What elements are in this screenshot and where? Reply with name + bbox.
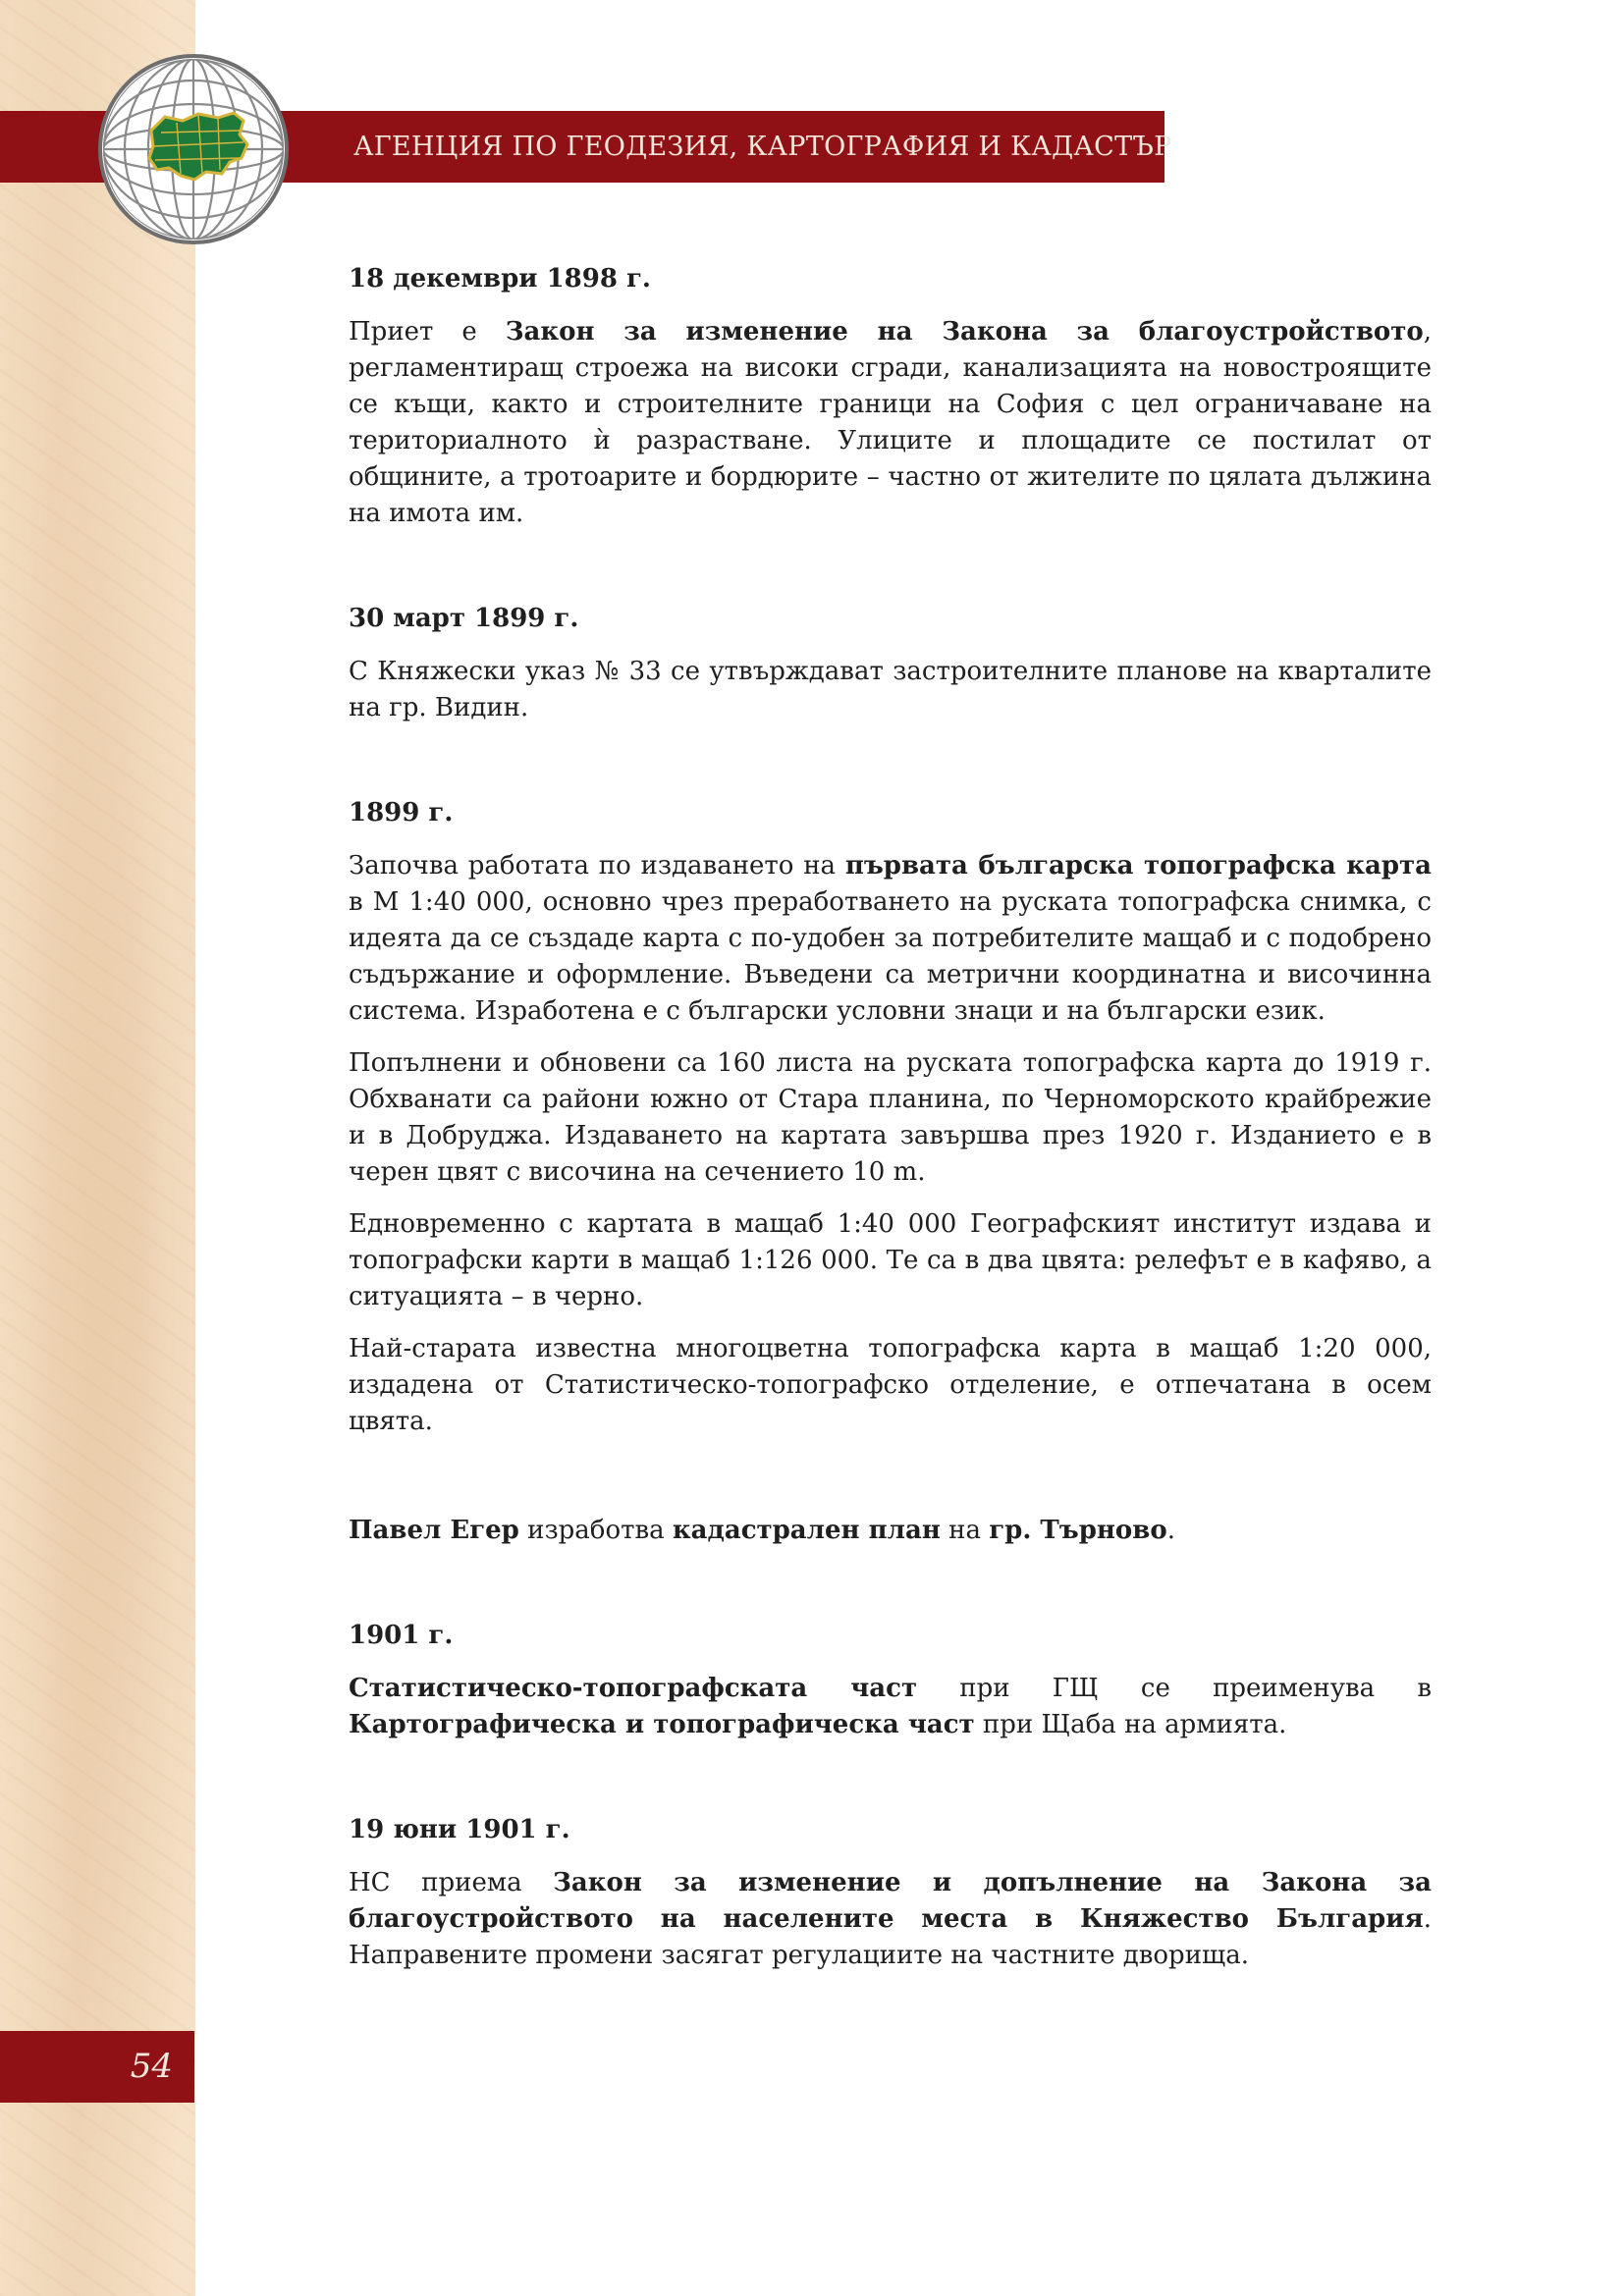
text-run: Попълнени и обновени са 160 листа на руската топографска карта до 1919 г. Обхванати са райони южно от Стара планина, по Черноморското крайбрежие и в Добруджа. Издаването на картата завършва през 1920 г. Изданието е в черен цвят с височина на сечението 10 m. (349, 1048, 1432, 1187)
entry-1898-12-18 (349, 261, 1432, 532)
entry-paragraph (349, 1331, 1432, 1440)
page-number: 54 (130, 2047, 173, 2086)
entry-1899-03-30 (349, 601, 1432, 726)
entry-1901-06-19 (349, 1812, 1432, 1974)
text-run: Приет е (349, 317, 506, 347)
text-run: , регламентиращ строежа на високи сгради, канализацията на новостроящите се къщи, както и строителните граници на София с цел ограничаване на териториалното ѝ разрастване. Улиците и площадите се постилат от общините, а тротоарите и бордюрите – частно от жителите по цялата дължина на имота им. (349, 317, 1432, 528)
entry-paragraph (349, 654, 1432, 726)
text-run: изработва (518, 1516, 673, 1545)
text-run: Започва работата по издаването на (349, 851, 845, 881)
text-run: НС приема (349, 1868, 554, 1897)
entry-eger-cadastral-plan (349, 1513, 1432, 1549)
entry-date: 30 март 1899 г. (349, 604, 579, 633)
entry-date: 1901 г. (349, 1621, 454, 1650)
text-run: Едновременно с картата в мащаб 1:40 000 Географският институт издава и топографски карти в мащаб 1:126 000. Те са в два цвята: релефът е в кафяво, а ситуацията – в черно. (349, 1209, 1432, 1311)
entry-paragraph (349, 848, 1432, 1030)
text-run: при Щаба на армията. (974, 1710, 1287, 1739)
text-run-bold: Статистическо-топографската част (349, 1674, 918, 1703)
entry-date: 18 декември 1898 г. (349, 264, 651, 294)
globe-bulgaria-map-icon (96, 52, 291, 246)
text-run: . (1166, 1516, 1175, 1545)
entry-date: 19 юни 1901 г. (349, 1815, 570, 1844)
text-run-bold: първата българска топографска карта (844, 851, 1433, 881)
entry-1901 (349, 1618, 1432, 1743)
entry-date: 1899 г. (349, 798, 454, 828)
text-run: С Княжески указ № 33 се утвърждават застроителните планове на кварталите на гр. Видин. (349, 657, 1432, 722)
decorative-side-band (0, 0, 195, 2296)
text-run: в М 1:40 000, основно чрез преработването на руската топографска снимка, с идеята да се създаде карта с по-удобен за потребителите мащаб и с подобрено съдържание и оформление. Въведени са метрични координатна и височинна система. Изработена е с български условни знаци и на български език. (349, 887, 1432, 1026)
document-body (349, 261, 1432, 1990)
text-run-bold: кадастрален план (672, 1516, 941, 1545)
text-run-bold: Картографическа и топографическа част (349, 1710, 975, 1739)
text-run-bold: Закон за изменение и допълнение на Закона за благоустройството на населените места в Княжество България (349, 1868, 1432, 1934)
header-title: АГЕНЦИЯ ПО ГЕОДЕЗИЯ, КАРТОГРАФИЯ И КАДАСТЪР (353, 132, 1172, 162)
entry-paragraph (349, 1513, 1432, 1549)
text-run: при ГЩ се преименува в (917, 1674, 1432, 1703)
entry-paragraph (349, 1671, 1432, 1743)
text-run: Най-старата известна многоцветна топографска карта в мащаб 1:20 000, издадена от Статистическо-топографско отделение, е отпечатана в осем цвята. (349, 1334, 1432, 1436)
entry-paragraph (349, 1045, 1432, 1191)
text-run-bold: гр. Търново (989, 1516, 1167, 1545)
text-run-bold: Закон за изменение на Закона за благоустройството (505, 317, 1424, 347)
entry-paragraph (349, 314, 1432, 532)
text-run-bold: Павел Егер (349, 1516, 519, 1545)
text-run: на (940, 1516, 990, 1545)
text-run: . Направените промени засягат регулациите на частните дворища. (349, 1904, 1432, 1970)
entry-paragraph (349, 1206, 1432, 1315)
entry-paragraph (349, 1865, 1432, 1974)
entry-1899 (349, 795, 1432, 1440)
